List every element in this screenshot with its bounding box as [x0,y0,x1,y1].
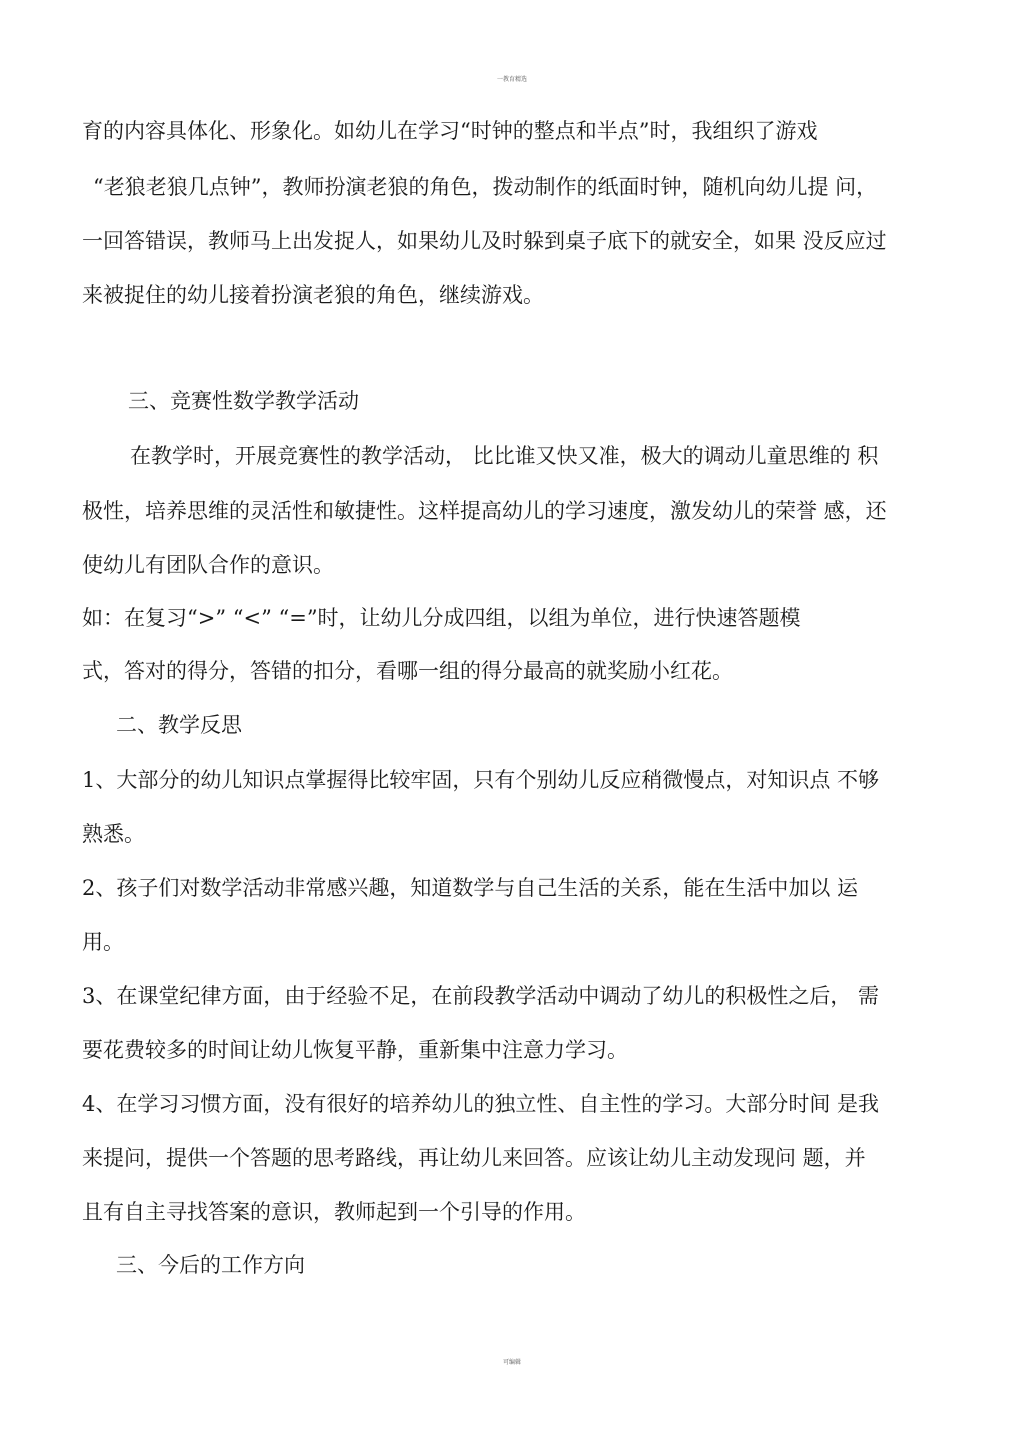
body-line: 极性，培养思维的灵活性和敏捷性。这样提高幼儿的学习速度，激发幼儿的荣誉 感，还 [82,499,887,523]
body-line: 在教学时，开展竞赛性的教学活动， 比比谁又快又准，极大的调动儿童思维的 积 [130,444,879,468]
section-heading: 二、教学反思 [116,713,242,737]
body-line: 3、在课堂纪律方面，由于经验不足，在前段教学活动中调动了幼儿的积极性之后， 需 [82,984,880,1008]
body-line: 使幼儿有团队合作的意识。 [82,553,334,577]
body-line: 用。 [82,930,124,954]
body-line: “老狼老狼几点钟”，教师扮演老狼的角色，拨动制作的纸面时钟，随机向幼儿提 问， [93,175,878,199]
body-line: 要花费较多的时间让幼儿恢复平静，重新集中注意力学习。 [82,1038,628,1062]
body-line: 2、孩子们对数学活动非常感兴趣，知道数学与自己生活的关系，能在生活中加以 运 [82,876,859,900]
body-line: 来被捉住的幼儿接着扮演老狼的角色，继续游戏。 [82,283,544,307]
body-line: 式，答对的得分，答错的扣分，看哪一组的得分最高的就奖励小红花。 [82,659,733,683]
body-line: 育的内容具体化、形象化。如幼儿在学习“时钟的整点和半点”时，我组织了游戏 [82,119,818,143]
body-line: 熟悉。 [82,822,145,846]
body-line: 来提问，提供一个答题的思考路线，再让幼儿来回答。应该让幼儿主动发现问 题，并 [82,1146,866,1170]
section-heading: 三、今后的工作方向 [116,1253,305,1277]
body-line: 4、在学习习惯方面，没有很好的培养幼儿的独立性、自主性的学习。大部分时间 是我 [82,1092,880,1116]
body-line: 且有自主寻找答案的意识，教师起到一个引导的作用。 [82,1200,586,1224]
section-heading: 三、竞赛性数学教学活动 [128,389,359,413]
body-line: 一回答错误，教师马上出发捉人，如果幼儿及时躲到桌子底下的就安全，如果 没反应过 [82,229,887,253]
body-line: 如：在复习“>” “<” “=”时，让幼儿分成四组，以组为单位，进行快速答题模 [82,606,801,630]
page-footer: 可编辑 [502,1359,521,1366]
page-header: 一教育精选 [496,76,527,83]
body-line: 1、大部分的幼儿知识点掌握得比较牢固，只有个别幼儿反应稍微慢点，对知识点 不够 [82,768,880,792]
